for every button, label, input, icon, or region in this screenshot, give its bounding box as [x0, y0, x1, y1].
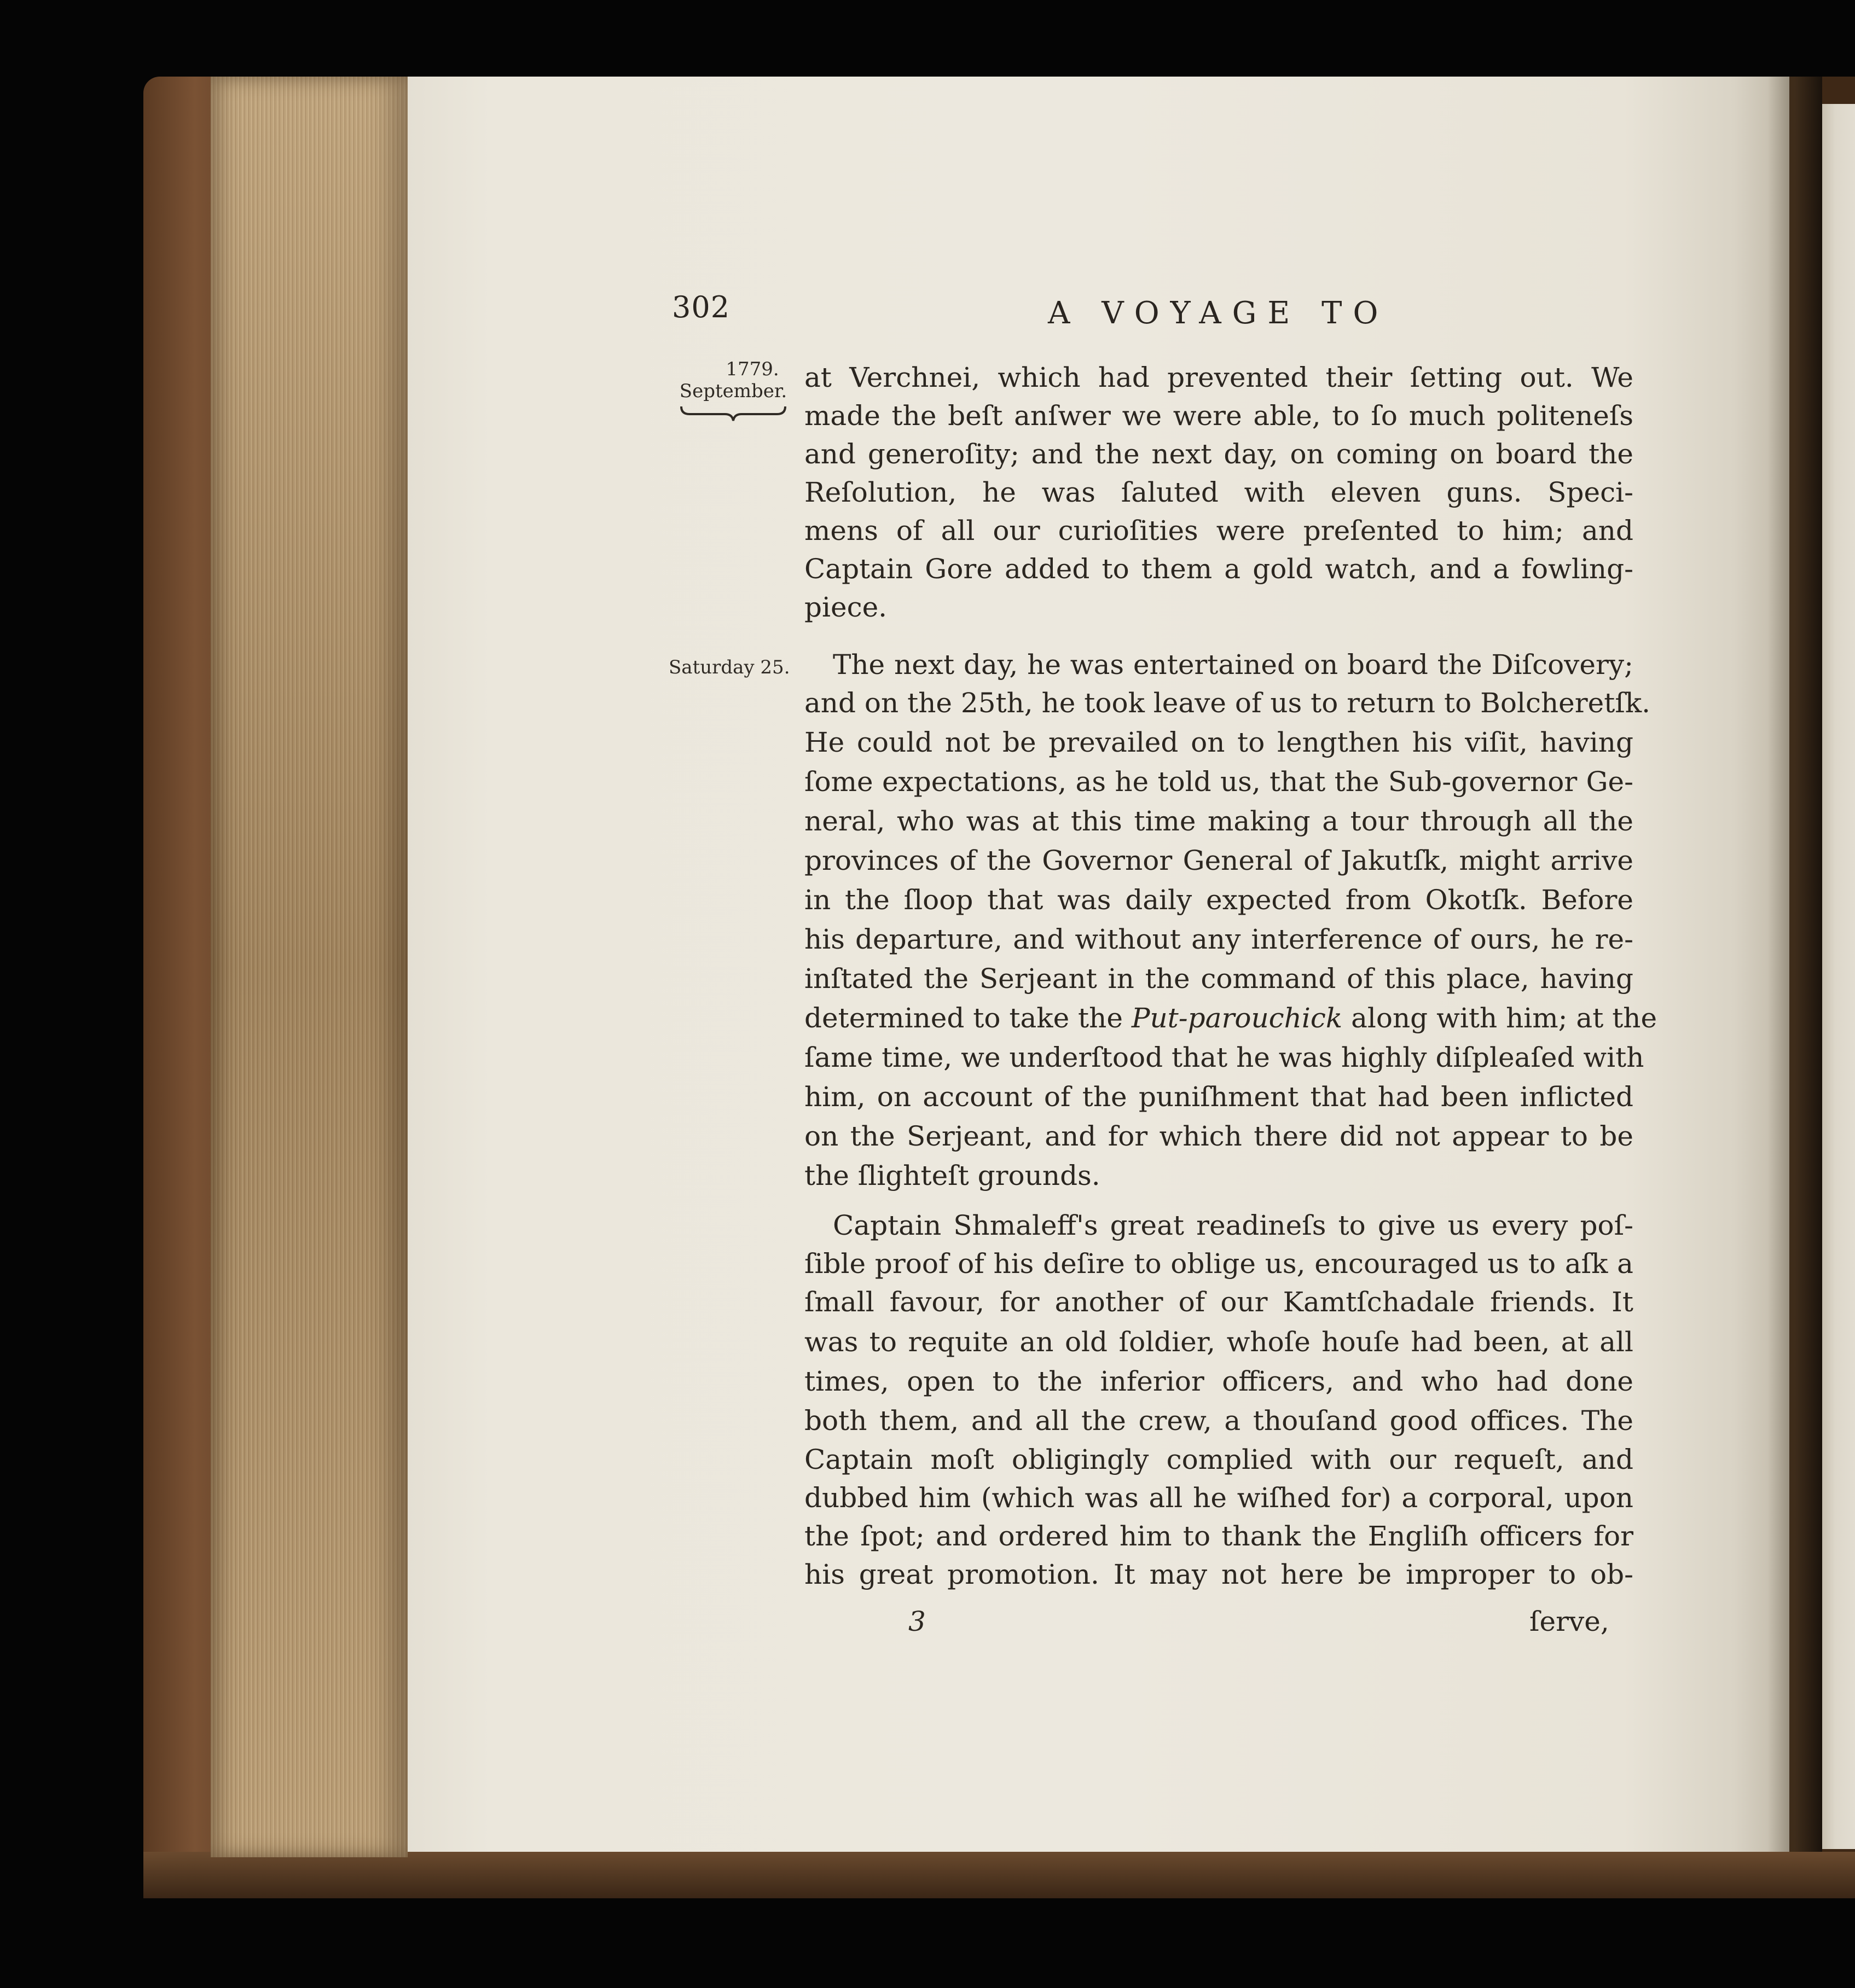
italic-term: Put-parouchick: [1131, 1002, 1343, 1034]
running-title: A VOYAGE TO: [1048, 295, 1389, 331]
text-line: made the beſt anſwer we were able, to ſo much politeneſs: [804, 400, 1633, 432]
text-line: was to requite an old ſoldier, whoſe houſe had been, at all: [804, 1326, 1633, 1358]
text-line: ſame time, we underſtood that he was highly diſpleaſed with: [804, 1042, 1644, 1073]
text-line: and on the 25th, he took leave of us to return to Bolcheretſk.: [804, 687, 1651, 719]
catchword: ſerve,: [1529, 1606, 1609, 1637]
page-edges-shade: [211, 77, 408, 1857]
text-line: his great promotion. It may not here be improper to ob-: [804, 1559, 1633, 1590]
book-cover-bottom: [143, 1852, 1855, 1898]
text-line: him, on account of the puniſhment that had been inflicted: [804, 1081, 1633, 1113]
text-line: mens of all our curioſities were preſented to him; and: [804, 515, 1633, 547]
brace-icon: [679, 402, 788, 424]
text-line: in the ſloop that was daily expected from Okotſk. Before: [804, 884, 1633, 916]
text-line: on the Serjeant, and for which there did not appear to be: [804, 1120, 1633, 1152]
text-line: neral, who was at this time making a tour through all the: [804, 805, 1633, 837]
page-number: 302: [672, 290, 731, 324]
text-line: piece.: [804, 591, 888, 623]
margin-note-year: 1779.: [726, 358, 779, 380]
text-segment: determined to take the: [804, 1002, 1132, 1034]
text-line: Captain moſt obligingly complied with our requeſt, and: [804, 1444, 1633, 1475]
text-line: ſome expectations, as he told us, that the Sub-governor Ge-: [804, 766, 1633, 798]
facing-page-edge: [1822, 104, 1855, 1849]
text-line: at Verchnei, which had prevented their ſetting out. We: [804, 362, 1633, 393]
text-line: his departure, and without any interference of ours, he re-: [804, 923, 1633, 955]
book-gutter: [1767, 77, 1822, 1852]
text-line: provinces of the Governor General of Jakutſk, might arrive: [804, 845, 1633, 876]
text-line: He could not be prevailed on to lengthen his viſit, having: [804, 726, 1633, 758]
text-line: the ſpot; and ordered him to thank the Engliſh officers for: [804, 1520, 1633, 1552]
text-line: ſible proof of his deſire to oblige us, encouraged us to aſk a: [804, 1248, 1633, 1280]
text-line: inſtated the Serjeant in the command of this place, having: [804, 963, 1633, 995]
margin-note-month: September.: [679, 380, 787, 402]
text-line: Reſolution, he was ſaluted with eleven guns. Speci-: [804, 476, 1633, 508]
text-line: times, open to the inferior officers, and who had done: [804, 1365, 1633, 1397]
text-line: and generoſity; and the next day, on coming on board the: [804, 438, 1633, 470]
text-line: both them, and all the crew, a thouſand good offices. The: [804, 1405, 1633, 1437]
text-line: [804, 1002, 1657, 1034]
text-line: Captain Gore added to them a gold watch, and a fowling-: [804, 553, 1633, 585]
text-segment: along with him; at the: [1342, 1002, 1657, 1034]
signature-mark: 3: [908, 1606, 926, 1637]
text-line: the ſlighteſt grounds.: [804, 1160, 1100, 1191]
text-line: dubbed him (which was all he wiſhed for) a corporal, upon: [804, 1482, 1633, 1514]
text-line: Captain Shmaleff's great readineſs to give us every poſ-: [833, 1210, 1633, 1241]
text-line: ſmall favour, for another of our Kamtſchadale friends. It: [804, 1286, 1633, 1318]
text-line: The next day, he was entertained on board the Diſcovery;: [833, 649, 1633, 681]
margin-note-date: Saturday 25.: [669, 656, 790, 678]
